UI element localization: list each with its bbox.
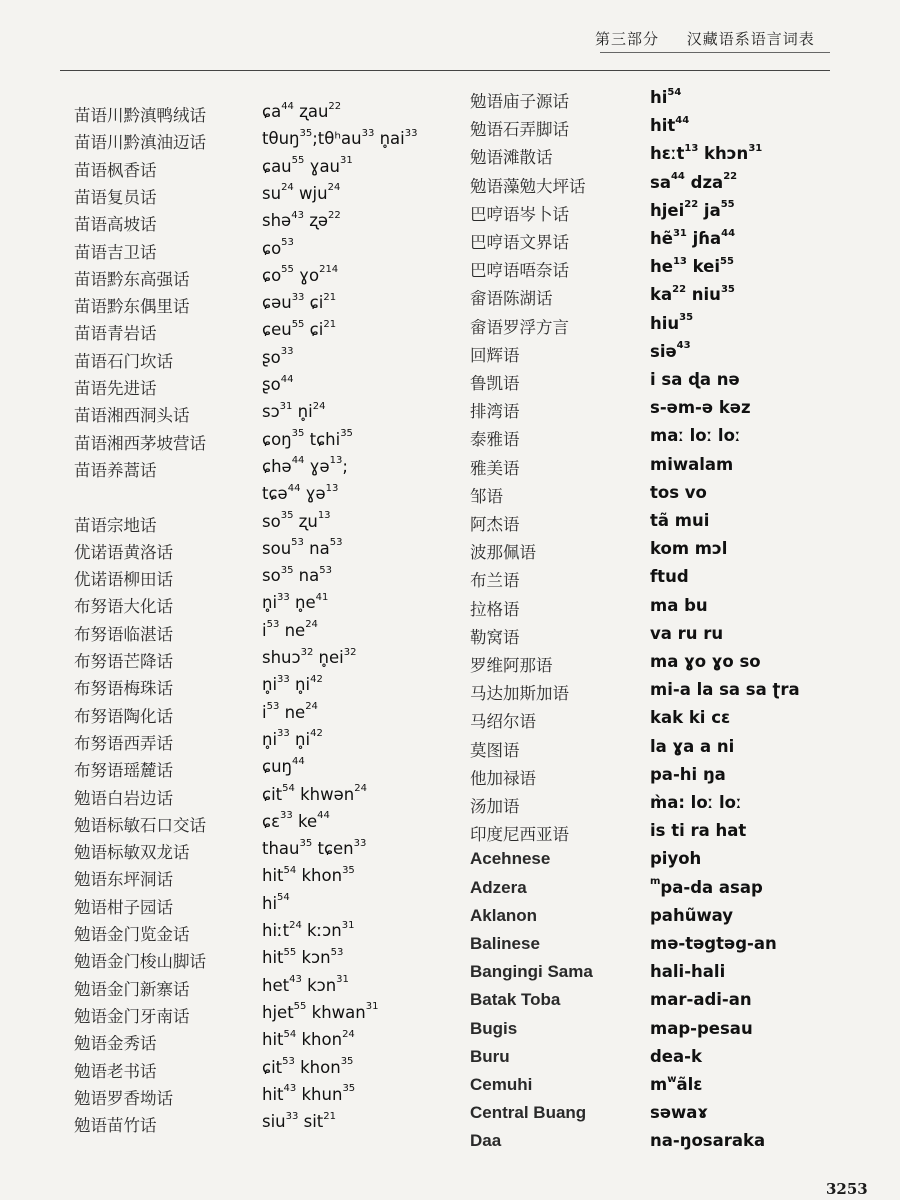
word-form: tɕə$^{44}$ ɣə$^{13}$ (262, 482, 339, 504)
language-name: 他加禄语 (470, 768, 536, 788)
language-name: 苗语复员话 (74, 187, 157, 207)
language-name: 优诺语黄洛话 (74, 542, 173, 562)
language-name: Acehnese (470, 849, 551, 869)
language-name: 勉语庙子源话 (470, 92, 569, 111)
word-form: hjei$^{22}$ $ja^{55}$ (650, 199, 735, 220)
language-name: 勉语标敏石口交话 (74, 815, 206, 835)
word-form: $^m$pa-da asap (650, 876, 763, 897)
header-title: 汉藏语系语言词表 (686, 30, 815, 48)
language-name: 勉语金门新寨话 (74, 979, 190, 999)
language-name: 汤加语 (470, 797, 520, 816)
word-form: hit$^{43}$ khun$^{35}$ (262, 1083, 356, 1104)
word-form: ɕau$^{55}$ ɣau$^{31}$ (262, 155, 353, 176)
language-name: 排湾语 (470, 402, 520, 422)
word-form: $ka^{22}$ niu$^{35}$ (650, 283, 735, 305)
word-form: miwalam (650, 454, 734, 474)
language-name: 鲁凯语 (470, 374, 520, 393)
language-name: 布努语瑶麓话 (74, 761, 173, 781)
language-name: 勉语藻勉大坪话 (470, 176, 586, 196)
language-name: 苗语先进话 (74, 379, 157, 398)
language-name: Bangingi Sama (470, 962, 593, 982)
language-name: 勉语东坪洞话 (74, 870, 173, 890)
word-form: tã mui (650, 511, 710, 530)
word-form: is ti ra hat (650, 821, 747, 841)
language-name: 勉语石弄脚话 (470, 120, 569, 140)
language-name: 苗语养蒿话 (74, 460, 157, 480)
language-name: 印度尼西亚语 (470, 825, 569, 845)
word-form: mi-a la sa sa ʈra (650, 680, 800, 700)
word-form: ɕo$^{55}$ ɣo$^{214}$ (262, 264, 339, 285)
language-name: 勉语滩散话 (470, 148, 553, 168)
language-name: 拉格语 (470, 599, 520, 619)
language-name: Buru (470, 1046, 510, 1066)
word-form: mar-adi-an (650, 990, 752, 1010)
language-name: 畲语陈湖话 (470, 289, 553, 309)
language-name: 勉语柑子园话 (74, 897, 173, 917)
word-form: $n̥i^{33}$ $n̥i^{42}$ (262, 673, 323, 695)
word-form: ɕuŋ$^{44}$ (262, 755, 305, 777)
word-form: ɕit$^{53}$ khon$^{35}$ (262, 1056, 354, 1077)
word-form: $m^wãlɛ$ (650, 1073, 703, 1094)
word-form: siu$^{33}$ sit$^{21}$ (262, 1110, 337, 1132)
word-form: la ɣa a ni (650, 736, 735, 756)
language-name: 苗语川黔滇油迈话 (74, 133, 206, 153)
language-name: 阿杰语 (470, 515, 520, 534)
language-name: 苗语吉卫话 (74, 242, 157, 262)
word-form: ɕeu$^{55}$ ɕi$^{21}$ (262, 318, 337, 340)
word-form: hɛːt$^{13}$ khɔn$^{31}$ (650, 142, 763, 164)
language-name: 苗语青岩话 (74, 324, 157, 344)
language-name: 苗语石门坎话 (74, 351, 173, 371)
language-name: 勉语罗香坳话 (74, 1088, 173, 1108)
language-name: 苗语宗地话 (74, 515, 157, 535)
word-form: $n̥i^{33}$ $n̥i^{42}$ (262, 728, 323, 749)
language-name: 苗语湘西洞头话 (74, 406, 190, 426)
language-name: Adzera (470, 877, 527, 897)
language-name: 巴哼语文界话 (470, 233, 569, 252)
language-name: 波那佩语 (470, 543, 536, 563)
word-form: ɕɛ$^{33}$ $ke^{44}$ (262, 810, 330, 831)
word-form: hẽ$^{31}$ jɦa$^{44}$ (650, 227, 736, 248)
language-name: 苗语湘西茅坡营话 (74, 433, 206, 453)
word-form: map-pesau (650, 1018, 753, 1038)
word-form: ɕəu$^{33}$ ɕi$^{21}$ (262, 291, 337, 313)
word-form: səwaɤ (650, 1103, 708, 1123)
language-name: 马达加斯加语 (470, 684, 569, 704)
word-form: i sa ɖa nə (650, 370, 740, 389)
word-form: siə$^{43}$ (650, 340, 691, 361)
language-name: Balinese (470, 934, 540, 953)
word-form: $hi^{54}$ (262, 892, 290, 913)
word-form: $he^{13}$ kei$^{55}$ (650, 255, 734, 277)
word-form: s-əm-ə kəz (650, 398, 751, 418)
word-form: hiːt$^{24}$ kːɔn$^{31}$ (262, 919, 355, 940)
word-form: va ru ru (650, 623, 724, 643)
header-underline (600, 52, 830, 53)
language-name: 勉语金门牙南话 (74, 1006, 190, 1026)
language-name: Batak Toba (470, 990, 561, 1010)
language-name: 勉语老书话 (74, 1061, 157, 1081)
language-name: 苗语枫香话 (74, 160, 157, 180)
language-name: 布努语芒降话 (74, 652, 173, 671)
language-name: 勉语金门览金话 (74, 925, 190, 944)
word-form: kak ki cɛ (650, 708, 731, 728)
word-form: $so^{35}$ ʐu$^{13}$ (262, 510, 331, 531)
language-name: 马绍尔语 (470, 712, 536, 732)
word-form: $hi^{54}$ (650, 86, 682, 107)
word-form: $n̥i^{33}$ $n̥e^{41}$ (262, 591, 329, 613)
word-form: tos vo (650, 482, 707, 502)
word-form: hit$^{54}$ khon$^{24}$ (262, 1028, 355, 1050)
word-form: $sa^{44}$ dza$^{22}$ (650, 171, 738, 192)
language-name: 泰雅语 (470, 430, 520, 450)
word-form: ɕhə$^{44}$ ɣə$^{13}$; (262, 455, 348, 476)
language-name: 邹语 (470, 486, 503, 506)
language-name: 罗维阿那语 (470, 656, 553, 675)
word-form: $su^{24}$ wju$^{24}$ (262, 182, 341, 203)
language-name: 布努语梅珠话 (74, 679, 173, 699)
language-name: 布努语陶化话 (74, 706, 173, 726)
word-form: shə$^{43}$ ʐə$^{22}$ (262, 209, 341, 231)
language-name: Central Buang (470, 1103, 587, 1123)
word-form: kom mɔl (650, 539, 728, 559)
language-name: 布努语西弄话 (74, 733, 173, 753)
language-name: 布努语大化话 (74, 597, 173, 617)
language-name: Aklanon (470, 905, 538, 925)
word-form: ɕit$^{54}$ khwən$^{24}$ (262, 783, 367, 804)
word-form: sɔ$^{31}$ $n̥i^{24}$ (262, 400, 326, 422)
word-form: sou$^{53}$ $na^{53}$ (262, 537, 343, 558)
word-form: het$^{43}$ kɔn$^{31}$ (262, 974, 349, 995)
word-form: tθuŋ$^{35}$;tθʰau$^{33}$ $n̥ai^{33}$ (262, 127, 418, 149)
language-name: 苗语黔东偶里话 (74, 297, 190, 317)
language-name: 勉语白岩边话 (74, 788, 173, 808)
word-form: thau$^{35}$ tɕen$^{33}$ (262, 837, 367, 859)
language-name: 苗语黔东高强话 (74, 269, 190, 289)
word-form: hali-hali (650, 962, 726, 982)
language-name: 布兰语 (470, 571, 520, 591)
word-form: hit$^{55}$ kɔn$^{53}$ (262, 946, 344, 968)
word-form: ma bu (650, 595, 708, 615)
language-name: 勉语金门梭山脚话 (74, 952, 206, 972)
word-form: na-ŋosaraka (650, 1131, 766, 1151)
running-header (595, 28, 815, 49)
language-name: 畲语罗浮方言 (470, 317, 569, 337)
language-name: 勉语标敏双龙话 (74, 843, 190, 863)
word-form: hjet$^{55}$ khwan$^{31}$ (262, 1001, 379, 1022)
language-name: Bugis (470, 1018, 518, 1038)
header-section: 第三部分 (595, 30, 660, 48)
language-name: 苗语川黔滇鸭绒话 (74, 106, 206, 125)
header-rule (60, 70, 830, 71)
word-form: ɕo$^{53}$ (262, 237, 294, 258)
word-form: ftud (650, 567, 689, 587)
word-form: m̀a: loː loː (650, 793, 742, 812)
word-form: hit$^{54}$ khon$^{35}$ (262, 864, 355, 886)
word-form: $i^{53}$ $ne^{24}$ (262, 701, 318, 722)
word-form: shuɔ$^{32}$ $n̥ei^{32}$ (262, 646, 357, 667)
language-name: 莫图语 (470, 740, 520, 760)
word-form: hit$^{44}$ (650, 114, 690, 136)
word-form: hiu$^{35}$ (650, 312, 694, 333)
language-name: 巴哼语唔奈话 (470, 261, 569, 281)
word-form: $i^{53}$ $ne^{24}$ (262, 619, 318, 640)
language-name: Daa (470, 1131, 502, 1151)
word-form: ʂo$^{33}$ (262, 346, 294, 367)
language-name: 勉语苗竹话 (74, 1116, 157, 1136)
language-name: 回辉语 (470, 345, 520, 365)
language-name: Cemuhi (470, 1075, 533, 1094)
language-name: 雅美语 (470, 458, 520, 478)
language-name: 勉语金秀话 (74, 1034, 157, 1054)
language-name: 巴哼语岑卜话 (470, 204, 569, 224)
word-form: mə-təgtəg-an (650, 934, 777, 953)
language-name: 优诺语柳田话 (74, 570, 173, 590)
word-form: $so^{35}$ $na^{53}$ (262, 564, 332, 586)
page-number: 3253 (826, 1180, 868, 1198)
word-form: ma ɣo ɣo so (650, 652, 761, 671)
word-form: pa-hi ŋa (650, 764, 726, 784)
word-form: pahũway (650, 905, 734, 925)
language-name: 勒窝语 (470, 627, 520, 647)
word-form: ɕoŋ$^{35}$ tɕhi$^{35}$ (262, 428, 353, 449)
word-form: piyoh (650, 849, 702, 869)
language-name: 苗语高坡话 (74, 215, 157, 235)
word-form: maː loː loː (650, 426, 741, 446)
word-form: dea-k (650, 1046, 702, 1066)
word-form: ɕa$^{44}$ ʐau$^{22}$ (262, 100, 342, 121)
language-name: 布努语临湛话 (74, 624, 173, 644)
word-form: ʂo$^{44}$ (262, 373, 294, 394)
